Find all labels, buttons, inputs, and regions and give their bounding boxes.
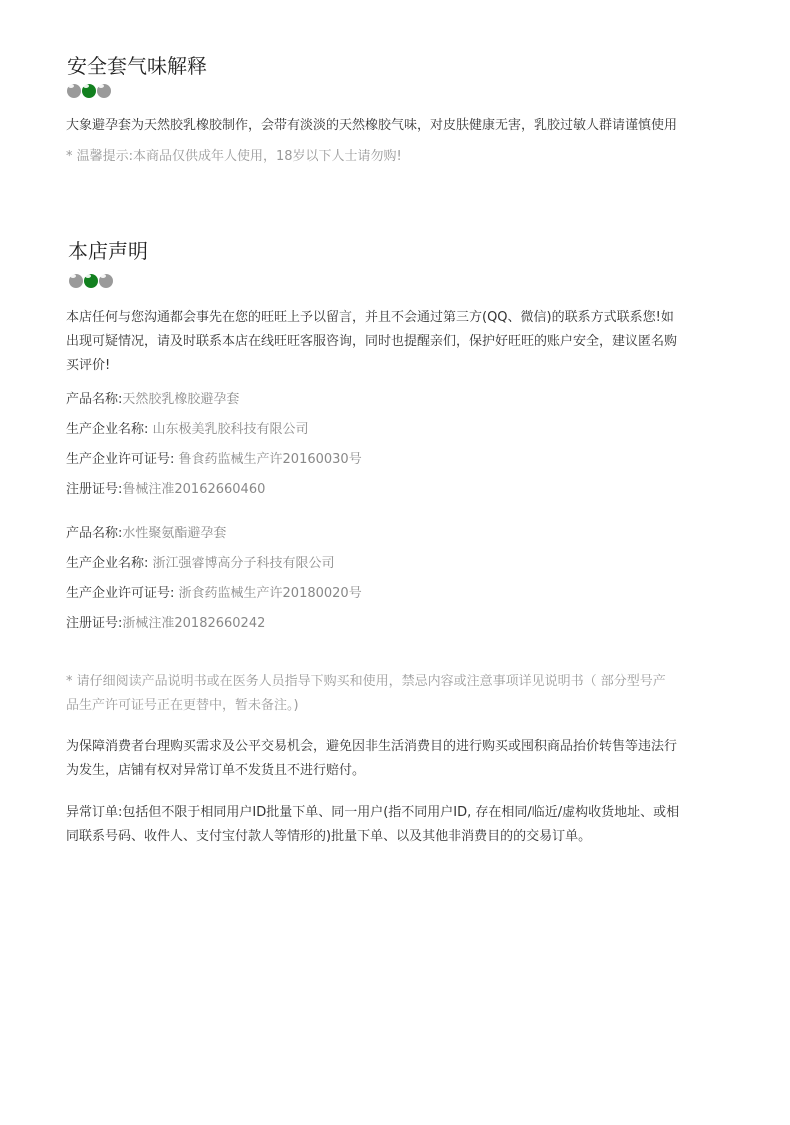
usage-notice <box>66 670 666 718</box>
info-value: 浙食药监械生产许20180020号 <box>174 586 362 601</box>
section1-dots <box>67 84 112 98</box>
grey-dot-icon <box>69 274 83 288</box>
info-key: 产品名称: <box>66 392 123 407</box>
section1-title: 安全套气味解释 <box>67 54 207 78</box>
notice-line: * 请仔细阅读产品说明书或在医务人员指导下购买和使用，禁忌内容或注意事项详见说明书（ 部分型号产 <box>66 674 666 689</box>
section2-dots <box>69 274 114 288</box>
green-dot-icon <box>82 84 96 98</box>
statement-line: 买评价! <box>66 358 111 373</box>
notice-line: 品生产许可证号正在更替中，暂未备注。) <box>66 698 299 713</box>
section1-body: 大象避孕套为天然胶乳橡胶制作，会带有淡淡的天然橡胶气味，对皮肤健康无害，乳胶过敏人群请谨慎使用 <box>66 118 678 133</box>
abnormal-line: 同联系号码、收件人、支付宝付款人等情形的)批量下单、以及其他非消费目的的交易订单。 <box>66 829 592 844</box>
product2-company-row <box>66 554 335 574</box>
product1-name-row <box>66 390 239 410</box>
product2-license-row <box>66 584 362 604</box>
info-value: 山东极美乳胶科技有限公司 <box>148 422 309 437</box>
shop-statement <box>66 306 731 378</box>
product1-license-row <box>66 450 362 470</box>
statement-line: 本店任何与您沟通都会事先在您的旺旺上予以留言，并且不会通过第三方(QQ、微信)的联系方式联系您!如 <box>66 310 674 325</box>
policy-line: 为发生，店铺有权对异常订单不发货且不进行赔付。 <box>66 763 366 778</box>
product1-company-row <box>66 420 309 440</box>
info-key: 注册证号: <box>66 482 123 497</box>
abnormal-line: 异常订单:包括但不限于相同用户ID批量下单、同一用户(指不同用户ID, 存在相同/临近/虚构收货地址、或相 <box>66 805 680 820</box>
section2-title: 本店声明 <box>68 239 148 263</box>
product1-registration-row <box>66 480 265 500</box>
info-key: 注册证号: <box>66 616 123 631</box>
info-key: 生产企业名称: <box>66 556 149 571</box>
grey-dot-icon <box>67 84 81 98</box>
info-key: 生产企业许可证号: <box>66 452 175 467</box>
info-key: 生产企业名称: <box>66 422 149 437</box>
info-value: 天然胶乳橡胶避孕套 <box>122 392 240 407</box>
policy-line: 为保障消费者台理购买需求及公平交易机会，避免因非生活消费目的进行购买或囤积商品抬价转售等违法行 <box>66 739 678 754</box>
info-value: 浙江强睿博高分子科技有限公司 <box>148 556 335 571</box>
statement-line: 出现可疑情况，请及时联系本店在线旺旺客服咨询，同时也提醒亲们，保护好旺旺的账户安全，建议匿名购 <box>66 334 678 349</box>
section1-tip: * 温馨提示:本商品仅供成年人使用，18岁以下人士请勿购! <box>66 149 402 164</box>
abnormal-order-definition <box>66 801 731 849</box>
green-dot-icon <box>84 274 98 288</box>
product2-name-row <box>66 524 226 544</box>
info-value: 浙械注准20182660242 <box>122 616 266 631</box>
info-value: 鲁械注准20162660460 <box>122 482 266 497</box>
grey-dot-icon <box>97 84 111 98</box>
info-key: 生产企业许可证号: <box>66 586 175 601</box>
info-value: 鲁食药监械生产许20160030号 <box>174 452 362 467</box>
info-value: 水性聚氨酯避孕套 <box>122 526 227 541</box>
purchase-policy <box>66 735 731 783</box>
info-key: 产品名称: <box>66 526 123 541</box>
grey-dot-icon <box>99 274 113 288</box>
product2-registration-row <box>66 614 265 634</box>
